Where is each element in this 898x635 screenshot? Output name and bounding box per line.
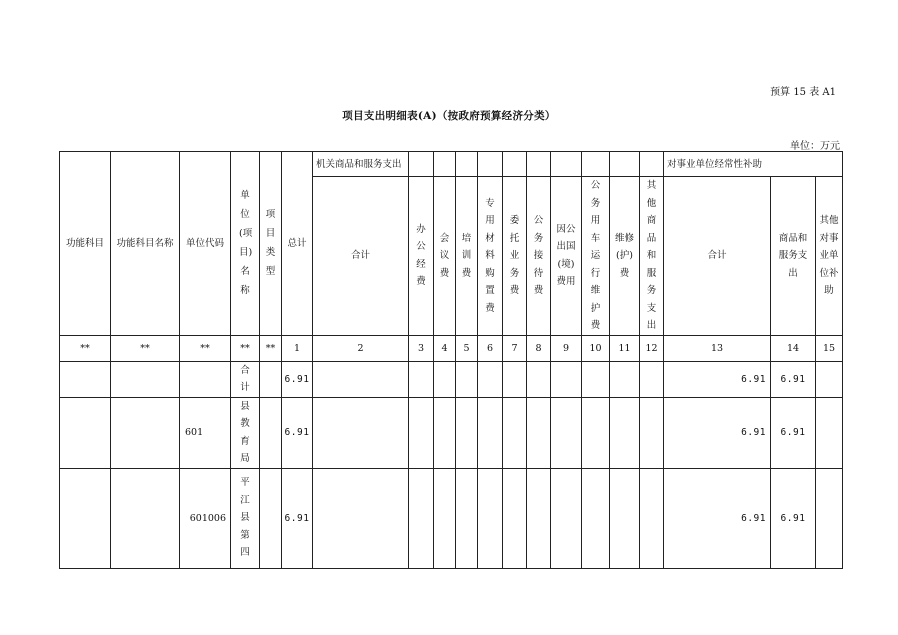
header-empty-1 (409, 152, 434, 177)
header-unit-code: 单位代码 (180, 152, 231, 336)
index-cell: ** (111, 335, 180, 361)
cell-empty (582, 468, 610, 568)
header-empty-2 (434, 152, 456, 177)
header-empty-4 (478, 152, 503, 177)
header-maintenance-text: 维修(护)费 (614, 232, 634, 279)
header-empty-10 (640, 152, 664, 177)
cell-subsidy-total: 6.91 (664, 397, 771, 468)
header-project-type (260, 152, 282, 336)
cell-empty (640, 468, 664, 568)
index-cell: 15 (816, 335, 843, 361)
index-cell: 1 (282, 335, 313, 361)
cell-empty (610, 397, 640, 468)
cell-empty (313, 361, 409, 397)
index-cell: 14 (771, 335, 816, 361)
cell-empty (582, 361, 610, 397)
index-cell: 6 (478, 335, 503, 361)
cell-unit-name-text: 平江县第四 (240, 477, 250, 559)
header-unit-name (231, 152, 260, 336)
cell-empty (260, 361, 282, 397)
cell-empty (313, 468, 409, 568)
index-cell: 2 (313, 335, 409, 361)
index-cell: 8 (527, 335, 551, 361)
header-other-goods (640, 177, 664, 336)
cell-empty (503, 468, 527, 568)
cell-empty (503, 361, 527, 397)
cell-empty (527, 468, 551, 568)
index-cell: 7 (503, 335, 527, 361)
index-cell: ** (231, 335, 260, 361)
cell-empty (111, 468, 180, 568)
cell-unit-name-text: 合计 (240, 364, 250, 393)
cell-unit-name (231, 361, 260, 397)
cell-empty (610, 468, 640, 568)
cell-empty (60, 397, 111, 468)
header-empty-8 (582, 152, 610, 177)
cell-empty (60, 468, 111, 568)
index-cell: 9 (551, 335, 582, 361)
cell-total: 6.91 (282, 397, 313, 468)
cell-empty (610, 361, 640, 397)
index-cell: ** (260, 335, 282, 361)
cell-empty (640, 361, 664, 397)
header-empty-5 (503, 152, 527, 177)
cell-empty (434, 361, 456, 397)
header-subsidy-other-text: 其他对事业单位补助 (819, 215, 839, 296)
index-cell: 12 (640, 335, 664, 361)
cell-empty (478, 468, 503, 568)
cell-empty (478, 361, 503, 397)
cell-unit-name (231, 468, 260, 568)
header-empty-6 (527, 152, 551, 177)
cell-empty (260, 468, 282, 568)
index-cell: ** (180, 335, 231, 361)
header-other-goods-text: 其他商品和服务支出 (646, 180, 657, 331)
header-materials (478, 177, 503, 336)
header-entrusted-text: 委托业务费 (509, 215, 520, 296)
unit-label: 单位：万元 (790, 141, 840, 152)
cell-empty (111, 361, 180, 397)
cell-empty (409, 468, 434, 568)
header-training-text: 培训费 (461, 232, 472, 279)
header-func-subject: 功能科目 (60, 152, 111, 336)
index-cell: 11 (610, 335, 640, 361)
cell-empty (313, 397, 409, 468)
header-vehicle-text: 公务用车运行维护费 (590, 180, 601, 331)
cell-subsidy-total: 6.91 (664, 361, 771, 397)
cell-unit-code: 601 (180, 397, 231, 468)
index-cell: 4 (434, 335, 456, 361)
cell-empty (816, 361, 843, 397)
project-expenditure-table (59, 151, 843, 569)
cell-empty (527, 397, 551, 468)
header-entrusted (503, 177, 527, 336)
header-subsidy-goods-text: 商品和服务支出 (778, 232, 808, 279)
header-reception-text: 公务接待费 (533, 215, 544, 296)
header-abroad-text: 因公出国(境)费用 (556, 223, 576, 288)
header-office-text: 办公经费 (416, 223, 426, 288)
cell-empty (409, 361, 434, 397)
cell-subsidy-goods: 6.91 (771, 468, 816, 568)
cell-empty (551, 468, 582, 568)
cell-unit-code: 601006 (180, 468, 231, 568)
cell-empty (434, 468, 456, 568)
cell-empty (527, 361, 551, 397)
header-func-subject-name: 功能科目名称 (111, 152, 180, 336)
index-cell: 5 (456, 335, 478, 361)
header-subsidy-group: 对事业单位经常性补助 (664, 152, 843, 177)
table-row (60, 397, 843, 468)
header-vehicle (582, 177, 610, 336)
index-cell: 3 (409, 335, 434, 361)
page-reference: 预算 15 表 A1 (770, 87, 836, 98)
header-subsidy-goods (771, 177, 816, 336)
header-unit-name-text: 单位(项目)名称 (239, 190, 253, 297)
cell-empty (456, 361, 478, 397)
cell-empty (434, 397, 456, 468)
cell-empty (551, 397, 582, 468)
index-cell: 13 (664, 335, 771, 361)
cell-empty (456, 397, 478, 468)
header-subsidy-subtotal: 合计 (664, 177, 771, 336)
index-row (60, 335, 843, 361)
index-cell: 10 (582, 335, 610, 361)
cell-total: 6.91 (282, 361, 313, 397)
header-project-type-text: 项目类型 (265, 209, 276, 278)
header-meeting (434, 177, 456, 336)
cell-empty (456, 468, 478, 568)
cell-unit-name-text: 县教育局 (240, 400, 250, 464)
index-cell: ** (60, 335, 111, 361)
cell-empty (60, 361, 111, 397)
cell-subsidy-total: 6.91 (664, 468, 771, 568)
cell-subsidy-goods: 6.91 (771, 397, 816, 468)
cell-empty (503, 397, 527, 468)
header-office (409, 177, 434, 336)
cell-empty (409, 397, 434, 468)
header-empty-3 (456, 152, 478, 177)
cell-empty (816, 468, 843, 568)
cell-empty (816, 397, 843, 468)
header-total: 总计 (282, 152, 313, 336)
header-training (456, 177, 478, 336)
table-row (60, 361, 843, 397)
cell-total: 6.91 (282, 468, 313, 568)
cell-unit-code (180, 361, 231, 397)
header-maintenance (610, 177, 640, 336)
cell-empty (478, 397, 503, 468)
table-row (60, 468, 843, 568)
cell-empty (582, 397, 610, 468)
page-title: 项目支出明细表(A)（按政府预算经济分类） (342, 110, 556, 122)
cell-empty (551, 361, 582, 397)
cell-empty (111, 397, 180, 468)
header-subsidy-other (816, 177, 843, 336)
header-empty-9 (610, 152, 640, 177)
cell-unit-name (231, 397, 260, 468)
header-abroad (551, 177, 582, 336)
header-reception (527, 177, 551, 336)
cell-subsidy-goods: 6.91 (771, 361, 816, 397)
header-empty-7 (551, 152, 582, 177)
header-materials-text: 专用材料购置费 (485, 197, 495, 314)
header-org-subtotal: 合计 (313, 177, 409, 336)
header-meeting-text: 会议费 (439, 232, 450, 279)
header-org-goods-group: 机关商品和服务支出 (313, 152, 409, 177)
cell-empty (640, 397, 664, 468)
cell-empty (260, 397, 282, 468)
